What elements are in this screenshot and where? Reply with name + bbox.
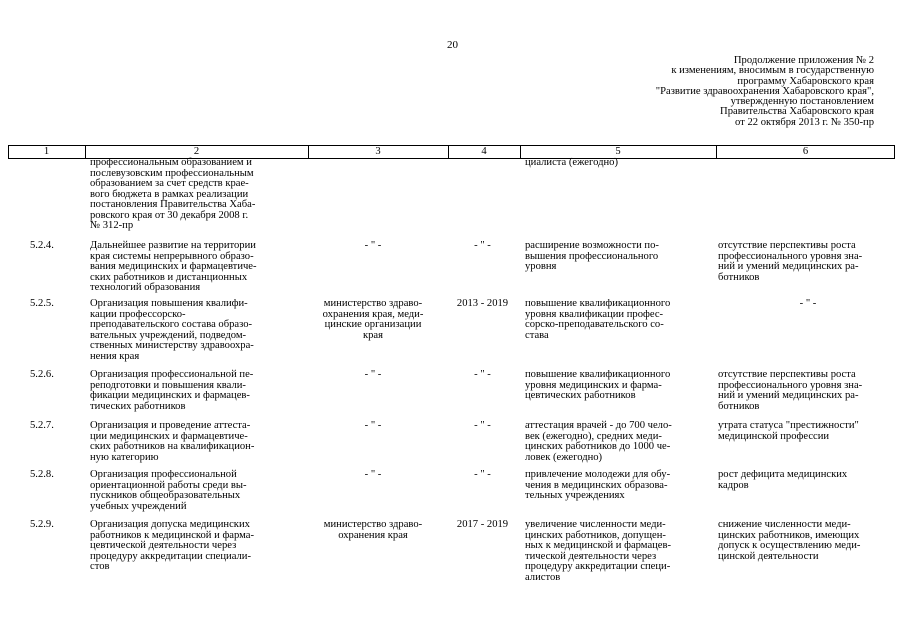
activity-name: Организация профессиональной ориентационной работы среди вы- пускников общеобразовательных учебных учреждений	[90, 469, 247, 512]
activity-name: Организация и проведение аттеста- ции медицинских и фармацевтиче- ских работников на квалификацион- ную категорию	[90, 420, 255, 463]
header-line: Продолжение приложения № 2	[733, 55, 874, 66]
period: - " -	[474, 369, 491, 380]
header-line: "Развитие здравоохранения Хабаровского края",	[655, 85, 874, 97]
header-line: от 22 октября 2013 г. № 350-пр	[735, 116, 874, 128]
row-number: 5.2.6.	[30, 369, 54, 380]
period: - " -	[474, 240, 491, 251]
activity-name: Организация повышения квалифи- кации профессорско- преподавательского состава образо- вательных учреждений, подведом- ственных министерству здравоохра- нения края	[90, 298, 254, 362]
appendix-header	[656, 56, 874, 128]
row-number: 5.2.5.	[30, 298, 54, 309]
header-line: утвержденную постановлением	[730, 96, 874, 108]
period: 2013 - 2019	[456, 298, 509, 309]
column-header: 6	[802, 146, 809, 157]
period: 2017 - 2019	[456, 519, 509, 530]
activity-name: профессиональным образованием и послевузовским профессиональным образованием за счет средств крае- вого бюджета в рамках реализации постановления Правительства Хаба- ровского края от 30 декабря 2008 г. № 312-пр	[90, 157, 256, 231]
row-number: 5.2.8.	[30, 469, 54, 480]
header-line: программу Хабаровского края	[737, 75, 874, 87]
activity-name: Организация допуска медицинских работников к медицинской и фарма- цевтической деятельности через процедуру аккредитации специали- стов	[90, 519, 255, 572]
row-number: 5.2.9.	[30, 519, 54, 530]
period: - " -	[474, 469, 491, 480]
consequence: отсутствие перспективы роста профессионального уровня зна- ний и умений медицинских ра- ботников	[718, 369, 863, 412]
column-header: 1	[43, 146, 50, 157]
consequence: снижение численности меди- цинских работников, имеющих допуск к осуществлению меди- цинской деятельности	[718, 519, 861, 562]
expected-result: увеличение численности меди- цинских работников, допущен- ных к медицинской и фармацев- тической деятельности через процедуру аккредитации специ- алистов	[525, 519, 672, 583]
page-number: 20	[447, 39, 458, 51]
expected-result: аттестация врачей - до 700 чело- век (ежегодно), средних меди- цинских работников до 1000 че- ловек (ежегодно)	[525, 420, 672, 463]
column-header: 4	[481, 146, 487, 157]
consequence: - " -	[799, 298, 817, 309]
expected-result: повышение квалификационного уровня медицинских и фарма- цевтических работников	[525, 369, 671, 401]
expected-result: повышение квалификационного уровня квалификации профес- сорско-преподавательского со- става	[525, 298, 671, 341]
column-header: 2	[193, 146, 200, 157]
activity-name: Дальнейшее развитие на территории края системы непрерывного образо- вания медицинских и фармацевтиче- ских работников и дистанционных технологий образования	[90, 240, 257, 293]
executor: министерство здраво- охранения края, меди- цинские организации края	[322, 298, 424, 341]
executor: министерство здраво- охранения края	[323, 519, 423, 541]
consequence: отсутствие перспективы роста профессионального уровня зна- ний и умений медицинских ра- ботников	[718, 240, 863, 283]
executor: - " -	[364, 369, 382, 380]
executor: - " -	[364, 240, 382, 251]
row-number: 5.2.7.	[30, 420, 54, 431]
activity-name: Организация профессиональной пе- реподготовки и повышения квали- фикации медицинских и фармацев- тических работников	[90, 369, 254, 412]
consequence: утрата статуса "престижности" медицинской профессии	[718, 420, 859, 442]
row-number: 5.2.4.	[30, 240, 54, 251]
header-line: Правительства Хабаровского края	[720, 106, 874, 118]
expected-result: привлечение молодежи для обу- чения в медицинских образова- тельных учреждениях	[525, 469, 671, 501]
header-line: к изменениям, вносимым в государственную	[671, 65, 874, 77]
expected-result: циалиста (ежегодно)	[525, 157, 618, 168]
column-header: 5	[615, 146, 621, 157]
column-header: 3	[375, 146, 381, 157]
period: - " -	[474, 420, 491, 431]
executor: - " -	[364, 469, 382, 480]
expected-result: расширение возможности по- вышения профессионального уровня	[525, 240, 659, 272]
consequence: рост дефицита медицинских кадров	[718, 469, 848, 491]
executor: - " -	[364, 420, 382, 431]
